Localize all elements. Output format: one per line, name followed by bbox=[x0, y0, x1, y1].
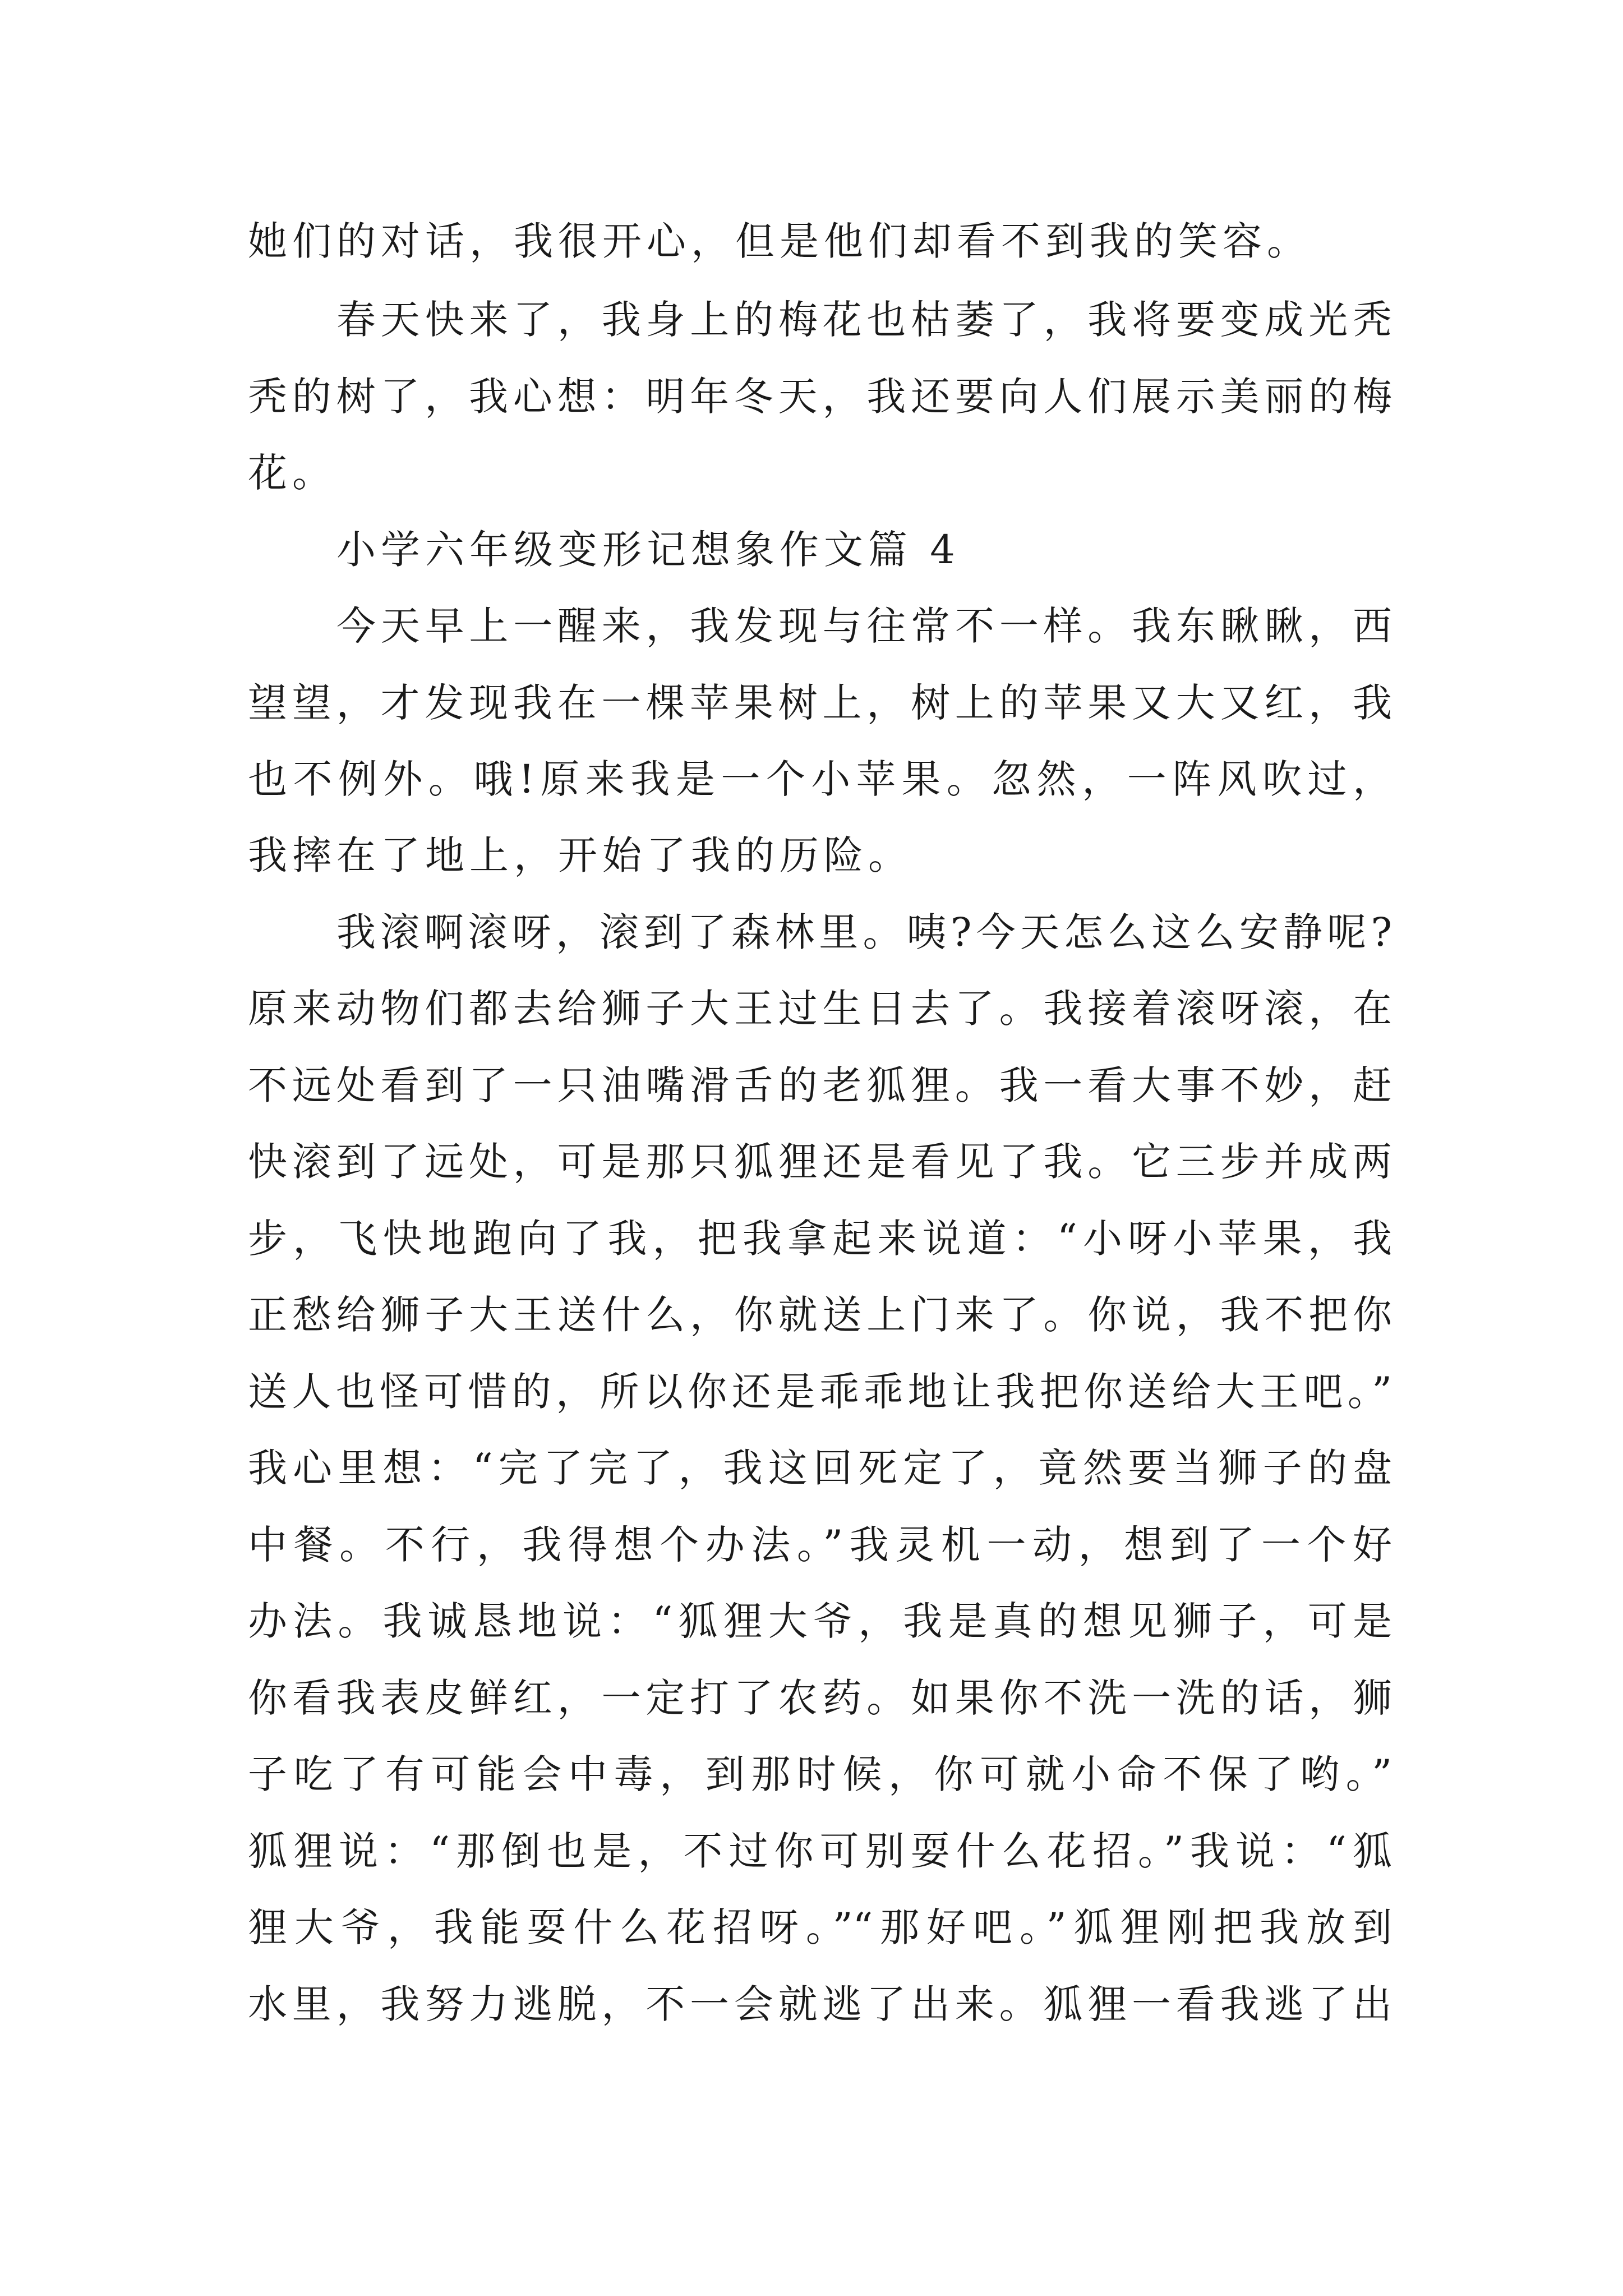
text-line: 送人也怪可惜的，所以你还是乖乖地让我把你送给大王吧。” bbox=[248, 1369, 1392, 1415]
text-line: 花。 bbox=[248, 450, 336, 496]
text-line: 狐狸说：“那倒也是，不过你可别耍什么花招。”我说：“狐 bbox=[248, 1828, 1392, 1874]
section-heading: 小学六年级变形记想象作文篇 4 bbox=[336, 527, 960, 573]
paragraph-first-line: 今天早上一醒来，我发现与往常不一样。我东瞅瞅，西 bbox=[336, 603, 1392, 649]
text-line: 秃的树了，我心想：明年冬天，我还要向人们展示美丽的梅 bbox=[248, 374, 1392, 420]
paragraph-first-line: 我滚啊滚呀，滚到了森林里。咦?今天怎么这么安静呢? bbox=[336, 909, 1392, 955]
text-line: 水里，我努力逃脱，不一会就逃了出来。狐狸一看我逃了出 bbox=[248, 1981, 1392, 2027]
text-line: 步，飞快地跑向了我，把我拿起来说道：“小呀小苹果，我 bbox=[248, 1216, 1392, 1262]
text-line: 正愁给狮子大王送什么，你就送上门来了。你说，我不把你 bbox=[248, 1292, 1392, 1338]
text-line: 狸大爷，我能耍什么花招呀。”“那好吧。”狐狸刚把我放到 bbox=[248, 1904, 1392, 1950]
text-line: 你看我表皮鲜红，一定打了农药。如果你不洗一洗的话，狮 bbox=[248, 1675, 1392, 1721]
text-line: 我摔在了地上，开始了我的历险。 bbox=[248, 832, 912, 878]
text-line: 我心里想：“完了完了，我这回死定了，竟然要当狮子的盘 bbox=[248, 1445, 1392, 1491]
paragraph-first-line: 春天快来了，我身上的梅花也枯萎了，我将要变成光秃 bbox=[336, 297, 1392, 343]
text-line: 原来动物们都去给狮子大王过生日去了。我接着滚呀滚，在 bbox=[248, 986, 1392, 1032]
text-line: 中餐。不行，我得想个办法。”我灵机一动，想到了一个好 bbox=[248, 1522, 1392, 1568]
text-line: 也不例外。哦!原来我是一个小苹果。忽然，一阵风吹过， bbox=[248, 756, 1392, 802]
text-line: 不远处看到了一只油嘴滑舌的老狐狸。我一看大事不妙，赶 bbox=[248, 1062, 1392, 1108]
text-line: 望望，才发现我在一棵苹果树上，树上的苹果又大又红，我 bbox=[248, 680, 1392, 726]
text-line: 办法。我诚恳地说：“狐狸大爷，我是真的想见狮子，可是 bbox=[248, 1598, 1392, 1644]
text-line: 她们的对话，我很开心，但是他们却看不到我的笑容。 bbox=[248, 218, 1311, 264]
text-line: 子吃了有可能会中毒，到那时候，你可就小命不保了哟。” bbox=[248, 1751, 1392, 1797]
text-line: 快滚到了远处，可是那只狐狸还是看见了我。它三步并成两 bbox=[248, 1139, 1392, 1185]
